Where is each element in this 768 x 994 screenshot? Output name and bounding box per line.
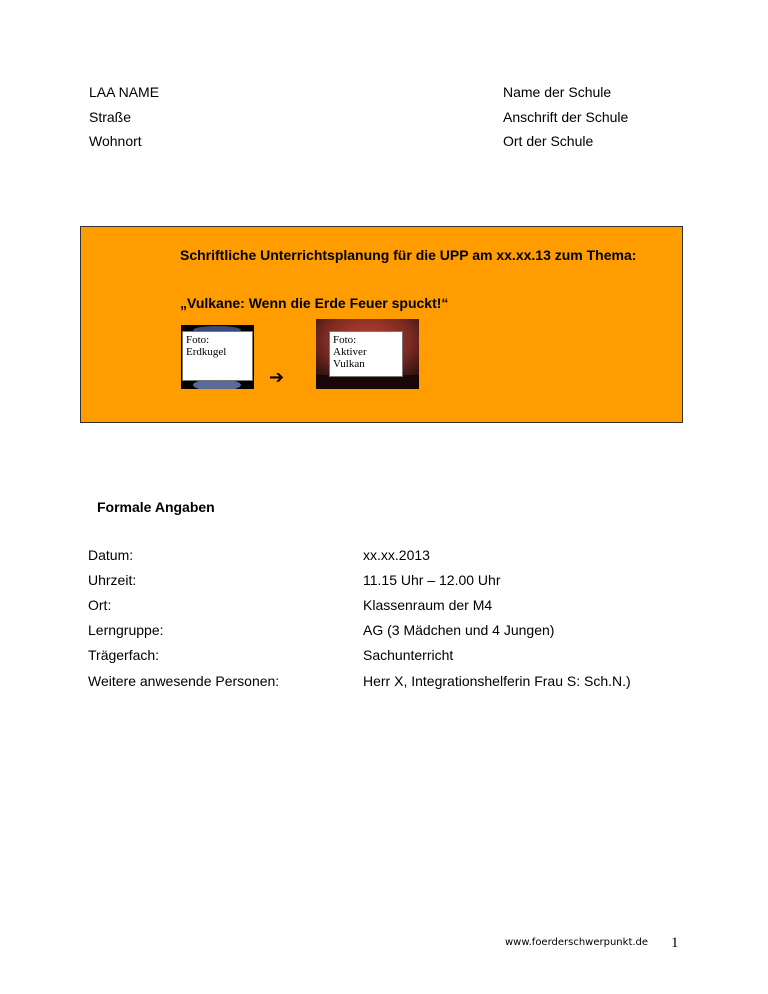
author-name: LAA NAME	[89, 84, 160, 100]
topic-title: „Vulkane: Wenn die Erde Feuer spuckt!“	[180, 295, 449, 311]
author-city: Wohnort	[89, 133, 142, 149]
row-value-place: Klassenraum der M4	[363, 597, 493, 613]
arrow-right-icon: ➔	[269, 367, 285, 388]
school-address: Anschrift der Schule	[503, 109, 629, 125]
row-label-date: Datum:	[88, 547, 134, 563]
section-title: Formale Angaben	[97, 499, 215, 515]
title-box	[80, 226, 683, 423]
photo2-line2: Aktiver	[333, 346, 367, 358]
row-value-subject: Sachunterricht	[363, 647, 454, 663]
document-title: Schriftliche Unterrichtsplanung für die UPP am xx.xx.13 zum Thema:	[180, 247, 637, 263]
volcano-photo	[316, 319, 419, 389]
photo2-line3: Vulkan	[333, 358, 365, 370]
row-value-date: xx.xx.2013	[363, 547, 430, 563]
row-value-group: AG (3 Mädchen und 4 Jungen)	[363, 622, 555, 638]
globe-photo-caption	[182, 331, 253, 381]
row-label-group: Lerngruppe:	[88, 622, 164, 638]
row-label-subject: Trägerfach:	[88, 647, 160, 663]
school-name: Name der Schule	[503, 84, 612, 100]
page-number: 1	[671, 935, 679, 951]
row-label-place: Ort:	[88, 597, 112, 613]
photo2-line1: Foto:	[333, 334, 357, 346]
footer-url: www.foerderschwerpunkt.de	[505, 937, 649, 948]
row-value-persons: Herr X, Integrationshelferin Frau S: Sch.N.)	[363, 673, 631, 689]
author-street: Straße	[89, 109, 132, 125]
row-value-time: 11.15 Uhr – 12.00 Uhr	[363, 572, 501, 588]
globe-photo	[181, 325, 254, 389]
row-label-time: Uhrzeit:	[88, 572, 137, 588]
row-label-persons: Weitere anwesende Personen:	[88, 673, 280, 689]
photo1-line2: Erdkugel	[186, 346, 227, 358]
school-city: Ort der Schule	[503, 133, 594, 149]
volcano-photo-caption	[329, 331, 403, 377]
photo1-line1: Foto:	[186, 334, 210, 346]
